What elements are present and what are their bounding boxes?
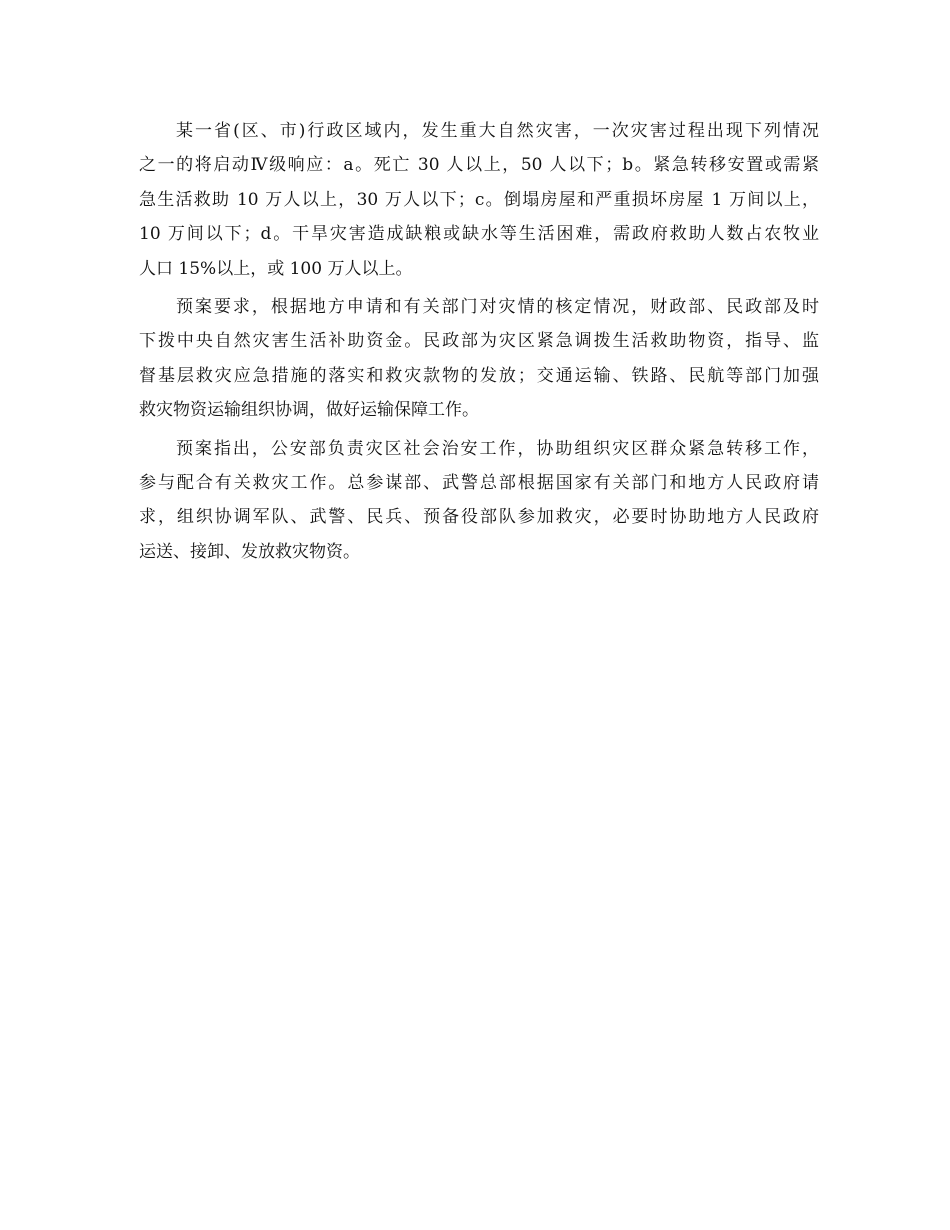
paragraph-line: 督基层救灾应急措施的落实和救灾款物的发放；交通运输、铁路、民航等部门加强 [139, 365, 819, 386]
paragraph-plan-notes [139, 432, 819, 570]
paragraph-line: 预案要求，根据地方申请和有关部门对灾情的核定情况，财政部、民政部及时 [176, 296, 819, 317]
document-body [139, 114, 819, 573]
paragraph-line: 预案指出，公安部负责灾区社会治安工作，协助组织灾区群众紧急转移工作， [176, 438, 819, 459]
paragraph-line: 10 万间以下；d。干旱灾害造成缺粮或缺水等生活困难，需政府救助人数占农牧业 [139, 224, 819, 245]
paragraph-line: 参与配合有关救灾工作。总参谋部、武警总部根据国家有关部门和地方人民政府请 [139, 472, 819, 493]
paragraph-line: 求，组织协调军队、武警、民兵、预备役部队参加救灾，必要时协助地方人民政府 [139, 507, 819, 528]
paragraph-line: 救灾物资运输组织协调，做好运输保障工作。 [139, 400, 479, 421]
paragraph-line: 人口 15%以上，或 100 万人以上。 [139, 258, 413, 279]
paragraph-plan-requirements [139, 290, 819, 428]
paragraph-line: 之一的将启动Ⅳ级响应：a。死亡 30 人以上，50 人以下；b。紧急转移安置或需紧 [139, 155, 819, 176]
paragraph-line: 下拨中央自然灾害生活补助资金。民政部为灾区紧急调拨生活救助物资，指导、监 [139, 331, 819, 352]
paragraph-line: 某一省(区、市)行政区域内，发生重大自然灾害，一次灾害过程出现下列情况 [176, 121, 819, 141]
paragraph-response-level [139, 114, 819, 286]
paragraph-line: 急生活救助 10 万人以上，30 万人以下；c。倒塌房屋和严重损坏房屋 1 万间以上， [139, 189, 819, 210]
paragraph-line: 运送、接卸、发放救灾物资。 [139, 541, 360, 562]
